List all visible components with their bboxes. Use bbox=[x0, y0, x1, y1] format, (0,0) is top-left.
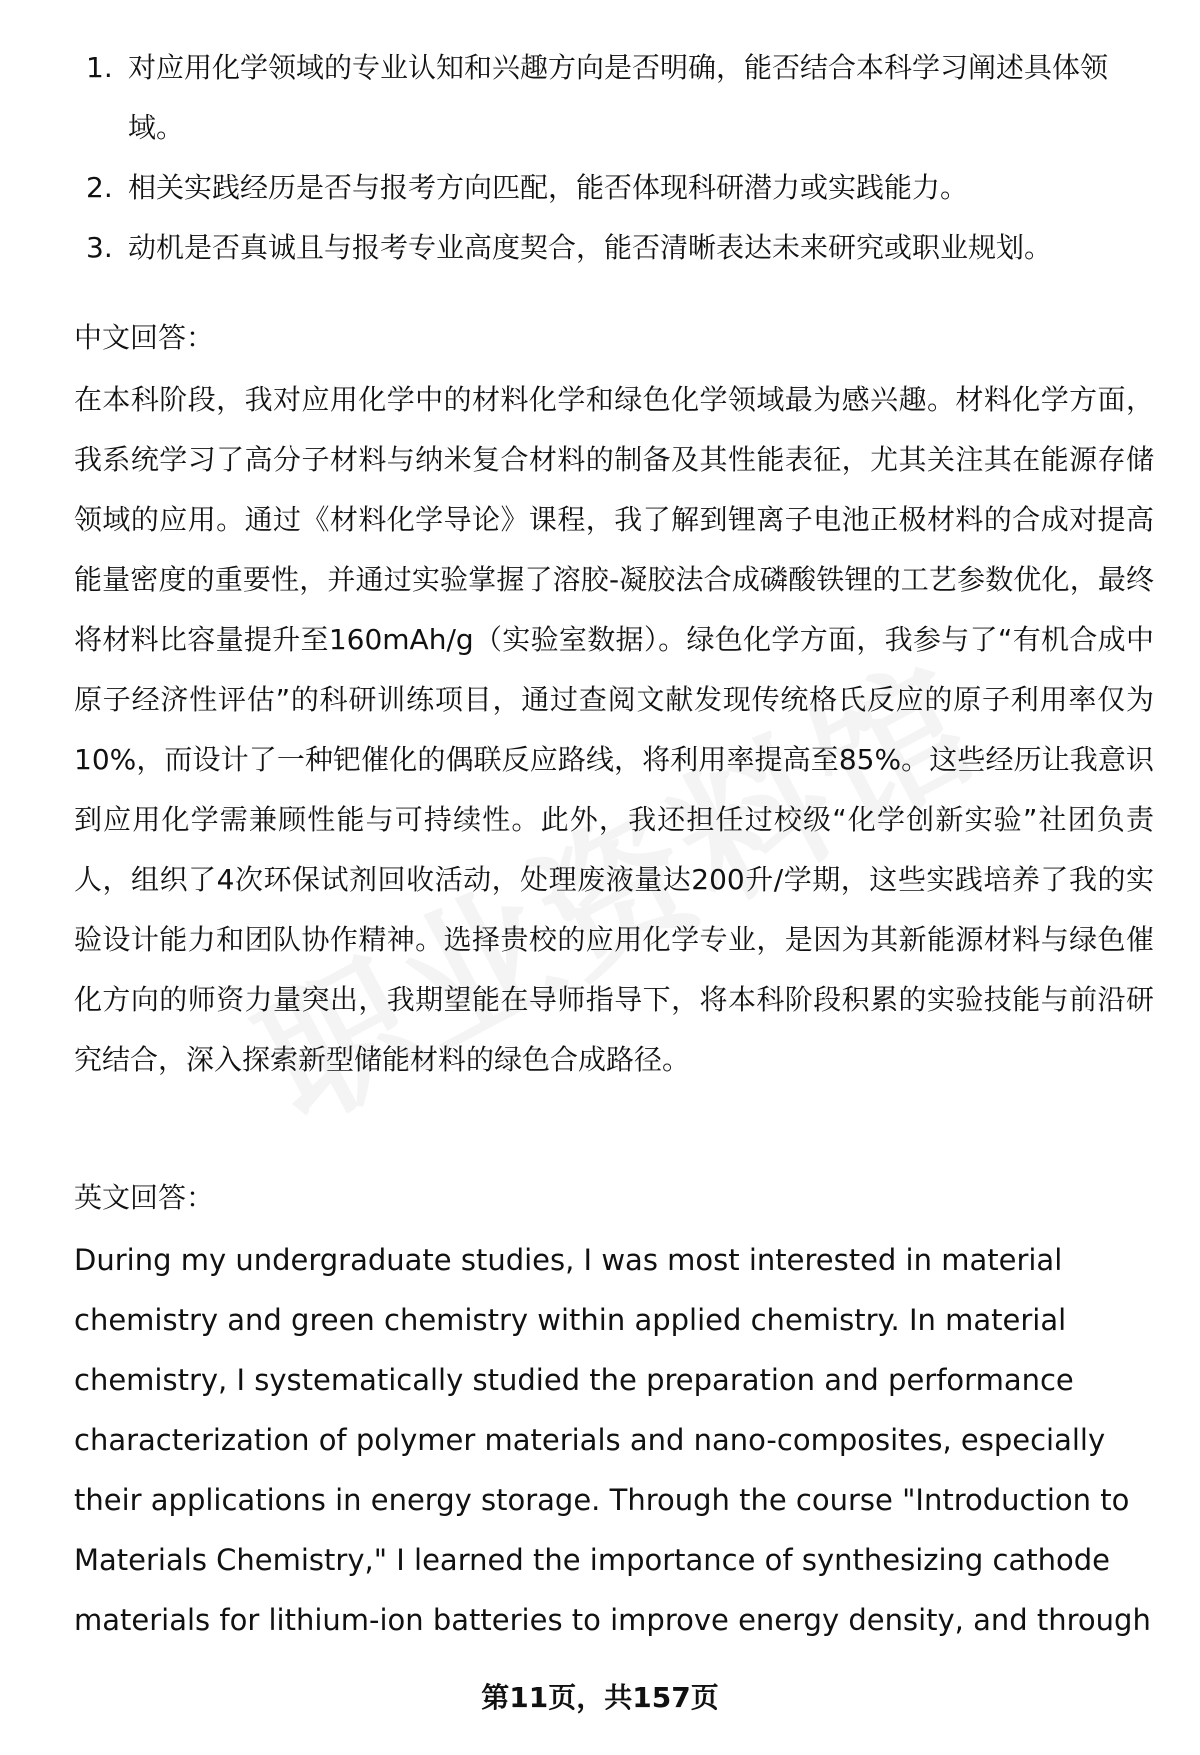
list-item bbox=[86, 38, 1146, 158]
list-item-number: 3. bbox=[86, 231, 113, 264]
chinese-answer-heading: 中文回答： bbox=[74, 321, 215, 354]
list-item bbox=[86, 218, 1146, 278]
list-item-number: 2. bbox=[86, 171, 113, 204]
list-item bbox=[86, 158, 1146, 218]
english-answer-body: During my undergraduate studies, I was most interested in material chemistry and green chemistry within applied chemistry. In material chemistry, I systematically studied the preparation and performance characterization of polymer materials and nano-composites, especially their applications in energy storage. Through the course "Introduction to Materials Chemistry," I learned the importance of synthesizing cathode materials for lithium-ion batteries to improve energy density, and through bbox=[74, 1243, 1151, 1637]
list-item-text: 相关实践经历是否与报考方向匹配，能否体现科研潜力或实践能力。 bbox=[128, 171, 969, 204]
chinese-answer-body: 在本科阶段，我对应用化学中的材料化学和绿色化学领域最为感兴趣。材料化学方面，我系统学习了高分子材料与纳米复合材料的制备及其性能表征，尤其关注其在能源存储领域的应用。通过《材料化学导论》课程，我了解到锂离子电池正极材料的合成对提高能量密度的重要性，并通过实验掌握了溶胶-凝胶法合成磷酸铁锂的工艺参数优化，最终将材料比容量提升至160mAh/g（实验室数据）。绿色化学方面，我参与了“有机合成中原子经济性评估”的科研训练项目，通过查阅文献发现传统格氏反应的原子利用率仅为10%，而设计了一种钯催化的偶联反应路线，将利用率提高至85%。这些经历让我意识到应用化学需兼顾性能与可持续性。此外，我还担任过校级“化学创新实验”社团负责人，组织了4次环保试剂回收活动，处理废液量达200升/学期，这些实践培养了我的实验设计能力和团队协作精神。选择贵校的应用化学专业，是因为其新能源材料与绿色催化方向的师资力量突出，我期望能在导师指导下，将本科阶段积累的实验技能与前沿研究结合，深入探索新型储能材料的绿色合成路径。 bbox=[74, 383, 1154, 1076]
list-item-text: 对应用化学领域的专业认知和兴趣方向是否明确，能否结合本科学习阐述具体领域。 bbox=[128, 51, 1109, 144]
page-number: 第11页，共157页 bbox=[481, 1681, 719, 1714]
list-item-text: 动机是否真诚且与报考专业高度契合，能否清晰表达未来研究或职业规划。 bbox=[128, 231, 1053, 264]
english-answer-heading: 英文回答： bbox=[74, 1181, 215, 1214]
evaluation-criteria-list bbox=[86, 38, 1146, 278]
list-item-number: 1. bbox=[86, 51, 113, 84]
